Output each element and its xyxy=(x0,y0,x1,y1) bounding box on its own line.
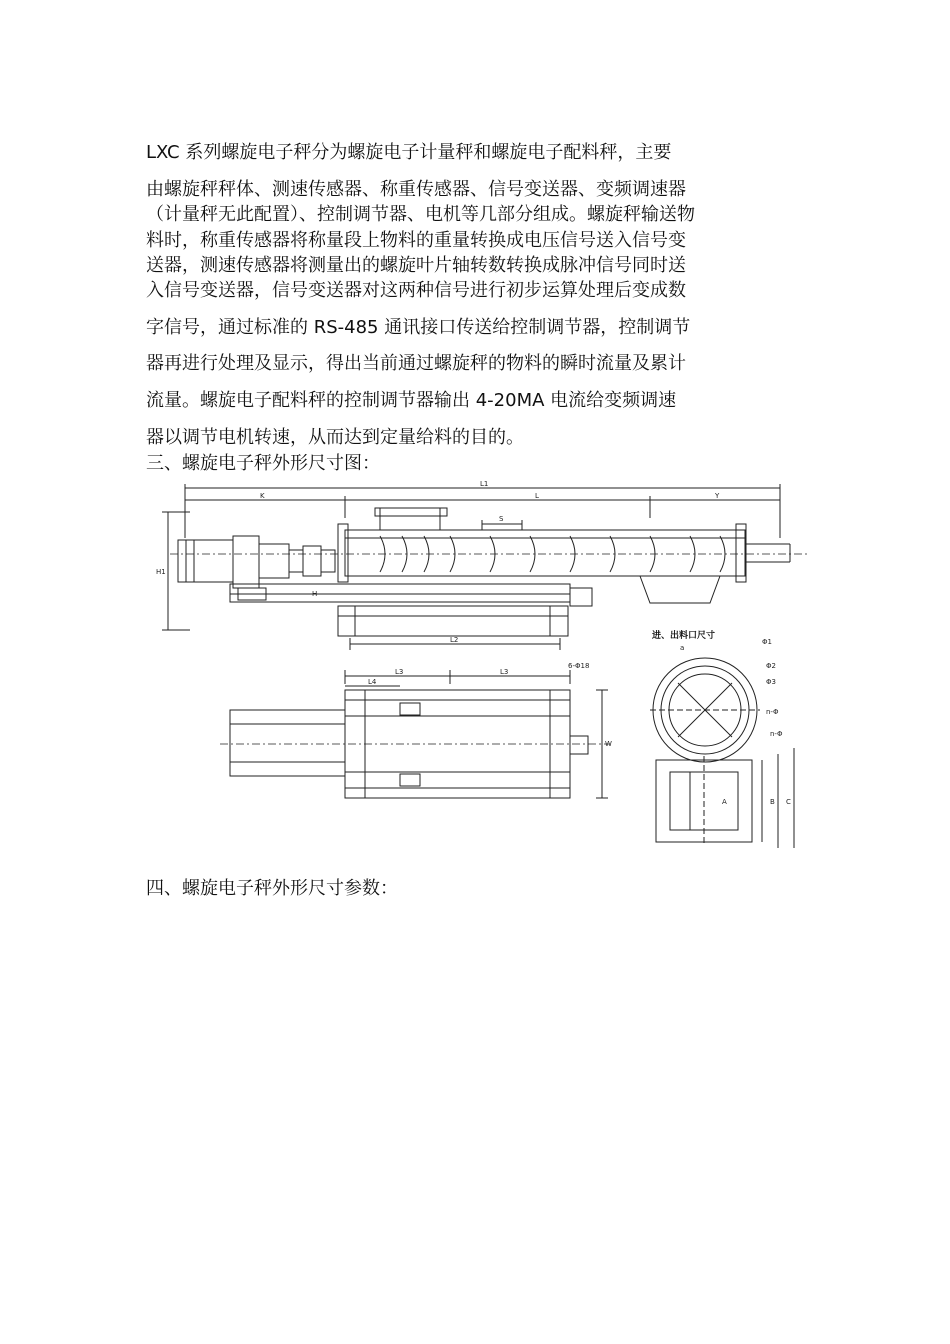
label-holes: 6-Φ18 xyxy=(568,662,590,670)
label-l4: L4 xyxy=(368,678,377,686)
label-nphi-round: n-Φ xyxy=(766,708,779,716)
label-phi3: Φ3 xyxy=(766,678,776,686)
label-a: a xyxy=(680,644,685,652)
label-l: L xyxy=(535,492,539,500)
intro-line-5: 送器，测速传感器将测量出的螺旋叶片轴转数转换成脉冲信号同时送 xyxy=(146,255,686,276)
intro-line-10: 器以调节电机转速，从而达到定量给料的目的。 xyxy=(146,427,524,448)
intro-line-9: 流量。螺旋电子配料秤的控制调节器输出 4-20MA 电流给变频调速 xyxy=(146,390,677,411)
label-l3-left: L3 xyxy=(395,668,404,676)
label-dim-a: A xyxy=(722,798,727,806)
label-k: K xyxy=(260,492,265,500)
label-phi1: Φ1 xyxy=(762,638,772,646)
intro-line-3: （计量秤无此配置）、控制调节器、电机等几部分组成。螺旋秤输送物 xyxy=(146,204,695,225)
label-l2: L2 xyxy=(450,636,459,644)
label-h1: H1 xyxy=(156,568,166,576)
intro-line-7: 字信号，通过标准的 RS-485 通讯接口传送给控制调节器，控制调节 xyxy=(146,317,691,338)
label-dim-c: C xyxy=(786,798,791,806)
label-nphi-square: n-Φ xyxy=(770,730,783,738)
label-port-title: 进、出料口尺寸 xyxy=(652,631,716,641)
label-l3-right: L3 xyxy=(500,668,509,676)
label-s: S xyxy=(499,515,504,523)
intro-line-8: 器再进行处理及显示，得出当前通过螺旋秤的物料的瞬时流量及累计 xyxy=(146,353,686,374)
label-y: Y xyxy=(715,492,720,500)
label-w: W xyxy=(605,740,612,748)
label-h: H xyxy=(312,590,318,598)
label-phi2: Φ2 xyxy=(766,662,776,670)
intro-line-1: LXC 系列螺旋电子秤分为螺旋电子计量秤和螺旋电子配料秤，主要 xyxy=(146,142,672,163)
section-4-title: 四、螺旋电子秤外形尺寸参数： xyxy=(146,878,398,899)
intro-line-6: 入信号变送器，信号变送器对这两种信号进行初步运算处理后变成数 xyxy=(146,280,686,301)
section-3-title: 三、螺旋电子秤外形尺寸图： xyxy=(146,453,380,474)
dimension-drawing xyxy=(150,478,815,850)
label-dim-b: B xyxy=(770,798,775,806)
intro-line-2: 由螺旋秤秤体、测速传感器、称重传感器、信号变送器、变频调速器 xyxy=(146,179,686,200)
label-l1: L1 xyxy=(480,480,489,488)
intro-line-4: 料时，称重传感器将称量段上物料的重量转换成电压信号送入信号变 xyxy=(146,230,686,251)
